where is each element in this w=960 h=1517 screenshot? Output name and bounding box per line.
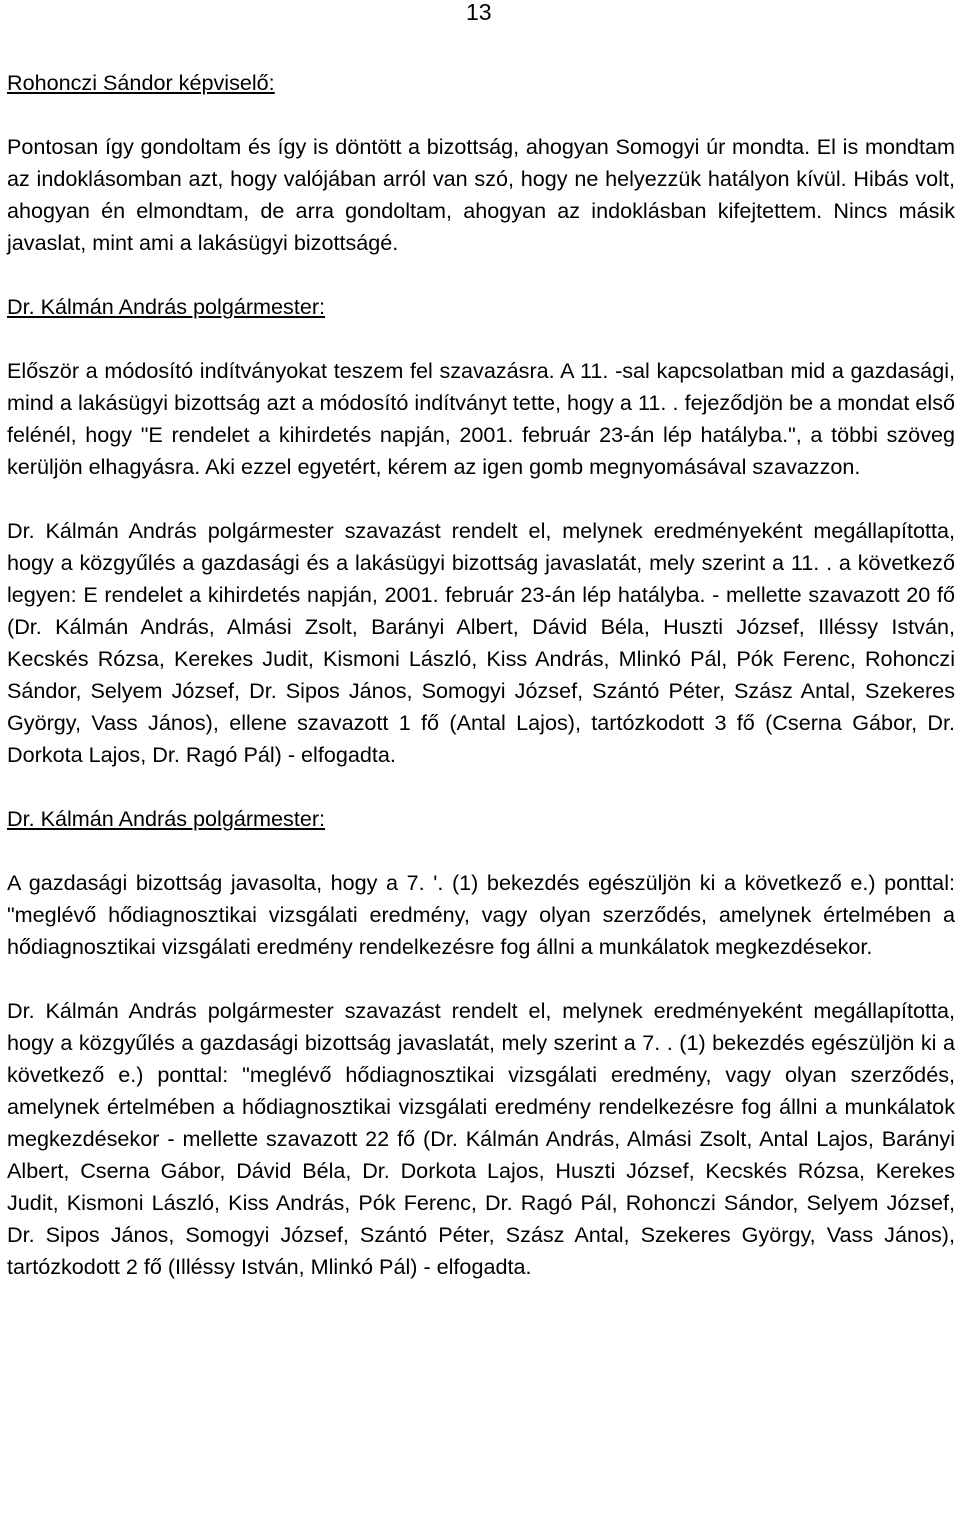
spacer: [7, 835, 955, 867]
paragraph: Először a módosító indítványokat teszem fel szavazásra. A 11. -sal kapcsolatban mid a gazdasági, mind a lakásügyi bizottság azt a módosító indítványt tette, hogy a 11. . fejeződjön be a mondat első felénél, hogy "E rendelet a kihirdetés napján, 2001. február 23-án lép hatályba.", a többi szöveg kerüljön elhagyásra. Aki ezzel egyetért, kérem az igen gomb megnyomásával szavazzon.: [7, 358, 955, 479]
speaker-heading: Dr. Kálmán András polgármester:: [7, 294, 326, 319]
speaker-heading: Rohonczi Sándor képviselő:: [7, 70, 275, 95]
speaker-heading: Dr. Kálmán András polgármester:: [7, 806, 326, 831]
spacer: [7, 323, 955, 355]
spacer: [7, 99, 955, 131]
spacer: [7, 483, 955, 515]
page-number: 13: [466, 0, 492, 25]
paragraph: A gazdasági bizottság javasolta, hogy a 7. '. (1) bekezdés egészüljön ki a következő e.) ponttal: "meglévő hődiagnosztikai vizsgálati eredmény, vagy olyan szerződés, amelynek értelmében a hődiagnosztikai vizsgálati eredmény rendelkezésre fog állni a munkálatok megkezdésekor.: [7, 870, 955, 959]
spacer: [7, 771, 955, 803]
spacer: [7, 259, 955, 291]
paragraph: Dr. Kálmán András polgármester szavazást rendelt el, melynek eredményeként megállapította, hogy a közgyűlés a gazdasági bizottság javaslatát, mely szerint a 7. . (1) bekezdés egészüljön ki a következő e.) ponttal: "meglévő hődiagnosztikai vizsgálati eredmény, vagy olyan szerződés, amelynek értelmében a hődiagnosztikai vizsgálati eredmény rendelkezésre fog állni a munkálatok megkezdésekor - mellette szavazott 22 fő (Dr. Kálmán András, Almási Zsolt, Antal Lajos, Barányi Albert, Cserna Gábor, Dávid Béla, Dr. Dorkota Lajos, Huszti József, Kecskés Rózsa, Kerekes Judit, Kismoni László, Kiss András, Pók Ferenc, Dr. Ragó Pál, Rohonczi Sándor, Selyem József, Dr. Sipos János, Somogyi József, Szántó Péter, Szász Antal, Szekeres György, Vass János), tartózkodott 2 fő (Illéssy István, Mlinkó Pál) - elfogadta.: [7, 998, 955, 1279]
paragraph: Pontosan így gondoltam és így is döntött a bizottság, ahogyan Somogyi úr mondta. El is mondtam az indoklásomban azt, hogy valójában arról van szó, hogy ne helyezzük hatályon kívül. Hibás volt, ahogyan én elmondtam, de arra gondoltam, ahogyan az indoklásban kifejtettem. Nincs másik javaslat, mint ami a lakásügyi bizottságé.: [7, 134, 955, 255]
document-body: [7, 67, 955, 1283]
spacer: [7, 963, 955, 995]
paragraph: Dr. Kálmán András polgármester szavazást rendelt el, melynek eredményeként megállapította, hogy a közgyűlés a gazdasági és a lakásügyi bizottság javaslatát, mely szerint a 11. . a következő legyen: E rendelet a kihirdetés napján, 2001. február 23-án lép hatályba. - mellette szavazott 20 fő (Dr. Kálmán András, Almási Zsolt, Barányi Albert, Dávid Béla, Huszti József, Illéssy István, Kecskés Rózsa, Kerekes Judit, Kismoni László, Kiss András, Mlinkó Pál, Pók Ferenc, Rohonczi Sándor, Selyem József, Dr. Sipos János, Somogyi József, Szántó Péter, Szász Antal, Szekeres György, Vass János), ellene szavazott 1 fő (Antal Lajos), tartózkodott 3 fő (Cserna Gábor, Dr. Dorkota Lajos, Dr. Ragó Pál) - elfogadta.: [7, 518, 955, 767]
